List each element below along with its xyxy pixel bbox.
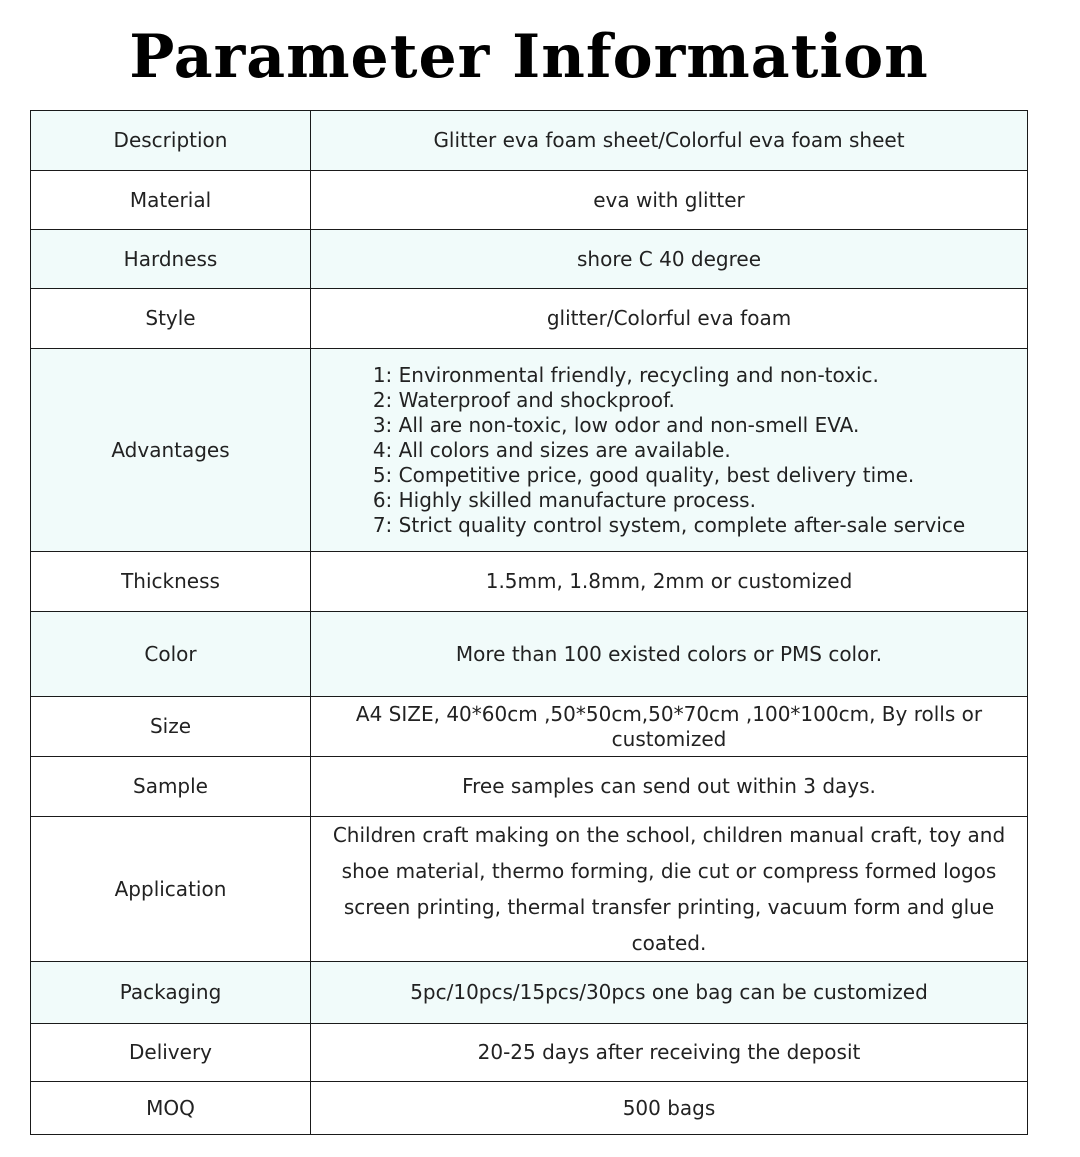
hardness-value: shore C 40 degree xyxy=(311,230,1028,289)
advantage-item: 4: All colors and sizes are available. xyxy=(372,437,731,462)
style-label: Style xyxy=(31,289,311,349)
application-line: shoe material, thermo forming, die cut or compress formed logos xyxy=(341,859,997,883)
page-title: Parameter Information xyxy=(129,22,929,92)
advantage-item: 3: All are non-toxic, low odor and non-smell EVA. xyxy=(372,412,860,437)
application-label: Application xyxy=(31,817,311,962)
advantage-item: 7: Strict quality control system, complete after-sale service xyxy=(372,512,966,537)
packaging-label: Packaging xyxy=(31,962,311,1024)
hardness-label: Hardness xyxy=(31,230,311,289)
description-label: Description xyxy=(31,111,311,171)
advantages-value xyxy=(311,349,1028,552)
packaging-value: 5pc/10pcs/15pcs/30pcs one bag can be customized xyxy=(311,962,1028,1024)
size-label: Size xyxy=(31,697,311,757)
material-label: Material xyxy=(31,171,311,230)
application-value xyxy=(311,817,1028,962)
moq-value: 500 bags xyxy=(311,1082,1028,1135)
size-value: A4 SIZE, 40*60cm ,50*50cm,50*70cm ,100*100cm, By rolls or customized xyxy=(311,697,1028,757)
application-line: Children craft making on the school, children manual craft, toy and xyxy=(332,823,1006,847)
table-row-advantages xyxy=(31,349,1028,552)
advantage-item: 2: Waterproof and shockproof. xyxy=(372,387,675,412)
table-row-description xyxy=(31,111,1028,171)
description-value: Glitter eva foam sheet/Colorful eva foam sheet xyxy=(311,111,1028,171)
table-row-size xyxy=(31,697,1028,757)
table-row-material xyxy=(31,171,1028,230)
advantage-item: 5: Competitive price, good quality, best delivery time. xyxy=(372,462,915,487)
delivery-value: 20-25 days after receiving the deposit xyxy=(311,1024,1028,1082)
sample-label: Sample xyxy=(31,757,311,817)
table-row-delivery xyxy=(31,1024,1028,1082)
color-label: Color xyxy=(31,612,311,697)
color-value: More than 100 existed colors or PMS color. xyxy=(311,612,1028,697)
table-row-sample xyxy=(31,757,1028,817)
table-row-hardness xyxy=(31,230,1028,289)
thickness-value: 1.5mm, 1.8mm, 2mm or customized xyxy=(311,552,1028,612)
style-value: glitter/Colorful eva foam xyxy=(311,289,1028,349)
table-row-color xyxy=(31,612,1028,697)
table-row-application xyxy=(31,817,1028,962)
delivery-label: Delivery xyxy=(31,1024,311,1082)
application-line: screen printing, thermal transfer printing, vacuum form and glue coated. xyxy=(343,895,995,955)
thickness-label: Thickness xyxy=(31,552,311,612)
advantage-item: 6: Highly skilled manufacture process. xyxy=(372,487,756,512)
table-row-packaging xyxy=(31,962,1028,1024)
advantage-item: 1: Environmental friendly, recycling and non-toxic. xyxy=(372,362,879,387)
table-row-thickness xyxy=(31,552,1028,612)
material-value: eva with glitter xyxy=(311,171,1028,230)
sample-value: Free samples can send out within 3 days. xyxy=(311,757,1028,817)
advantages-label: Advantages xyxy=(31,349,311,552)
parameter-table xyxy=(30,110,1028,1135)
table-row-style xyxy=(31,289,1028,349)
advantages-list xyxy=(373,363,965,538)
table-row-moq xyxy=(31,1082,1028,1135)
moq-label: MOQ xyxy=(31,1082,311,1135)
